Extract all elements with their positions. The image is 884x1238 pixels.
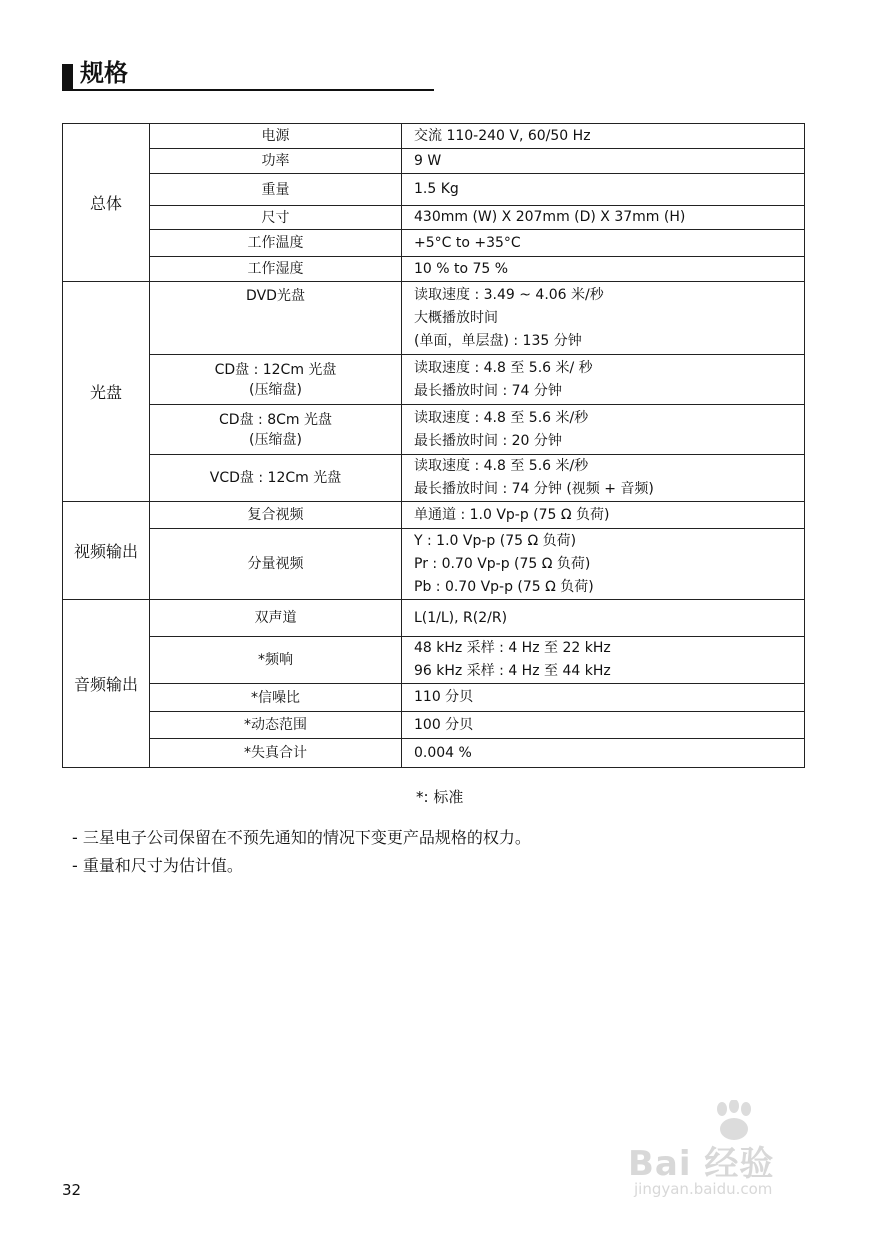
- category-general: 总体: [63, 124, 150, 282]
- value-total-distortion: 0.004 %: [402, 739, 805, 768]
- note-item: - 三星电子公司保留在不预先通知的情况下变更产品规格的权力。: [72, 828, 531, 847]
- item-frequency-response: *频响: [150, 637, 402, 684]
- table-row: [63, 174, 805, 206]
- page-number: 32: [62, 1181, 82, 1199]
- table-row: [63, 149, 805, 174]
- value-dimensions: 430mm (W) X 207mm (D) X 37mm (H): [402, 206, 805, 230]
- value-operating-humidity: 10 % to 75 %: [402, 257, 805, 282]
- table-row: [63, 739, 805, 768]
- value-frequency-response: 48 kHz 采样 : 4 Hz 至 22 kHz 96 kHz 采样 : 4 Hz 至 44 kHz: [402, 637, 805, 684]
- value-vcd-12cm: 读取速度 : 4.8 至 5.6 米/秒 最长播放时间 : 74 分钟 (视频 + 音频): [402, 455, 805, 502]
- value-weight: 1.5 Kg: [402, 174, 805, 206]
- table-row: [63, 355, 805, 405]
- value-component-video: Y : 1.0 Vp-p (75 Ω 负荷) Pr : 0.70 Vp-p (75 Ω 负荷) Pb : 0.70 Vp-p (75 Ω 负荷): [402, 529, 805, 600]
- watermark-url: jingyan.baidu.com: [634, 1180, 773, 1198]
- table-row: [63, 405, 805, 455]
- item-snr: *信噪比: [150, 684, 402, 712]
- value-operating-temperature: +5°C to +35°C: [402, 230, 805, 257]
- title-marker-bar: [62, 64, 73, 89]
- value-stereo: L(1/L), R(2/R): [402, 600, 805, 637]
- item-operating-humidity: 工作湿度: [150, 257, 402, 282]
- table-row: [63, 230, 805, 257]
- value-power-supply: 交流 110-240 V, 60/50 Hz: [402, 124, 805, 149]
- table-row: [63, 455, 805, 502]
- item-stereo: 双声道: [150, 600, 402, 637]
- item-dvd-disc: DVD光盘: [150, 282, 402, 355]
- item-total-distortion: *失真合计: [150, 739, 402, 768]
- item-cd-12cm: CD盘 : 12Cm 光盘 (压缩盘): [150, 355, 402, 405]
- notes-list: [72, 824, 531, 880]
- page-title: 规格: [80, 59, 128, 87]
- item-weight: 重量: [150, 174, 402, 206]
- baidu-watermark: [628, 1100, 828, 1205]
- spec-table: [62, 123, 805, 768]
- table-row: [63, 257, 805, 282]
- item-vcd-12cm: VCD盘 : 12Cm 光盘: [150, 455, 402, 502]
- category-disc: 光盘: [63, 282, 150, 502]
- value-cd-8cm: 读取速度 : 4.8 至 5.6 米/秒 最长播放时间 : 20 分钟: [402, 405, 805, 455]
- footnote-standard: *: 标准: [416, 788, 464, 806]
- table-row: [63, 600, 805, 637]
- item-cd-8cm: CD盘 : 8Cm 光盘 (压缩盘): [150, 405, 402, 455]
- item-composite-video: 复合视频: [150, 502, 402, 529]
- table-row: [63, 637, 805, 684]
- category-audio-output: 音频输出: [63, 600, 150, 768]
- watermark-brand: Bai 经验: [628, 1144, 775, 1184]
- note-item: - 重量和尺寸为估计值。: [72, 856, 243, 875]
- item-component-video: 分量视频: [150, 529, 402, 600]
- table-row: [63, 529, 805, 600]
- item-dynamic-range: *动态范围: [150, 712, 402, 739]
- page-title-block: [62, 58, 434, 92]
- value-dvd-disc: 读取速度 : 3.49 ~ 4.06 米/秒 大概播放时间 (单面，单层盘) : 135 分钟: [402, 282, 805, 355]
- item-operating-temperature: 工作温度: [150, 230, 402, 257]
- value-snr: 110 分贝: [402, 684, 805, 712]
- item-power: 功率: [150, 149, 402, 174]
- item-dimensions: 尺寸: [150, 206, 402, 230]
- category-video-output: 视频输出: [63, 502, 150, 600]
- table-row: [63, 684, 805, 712]
- table-row: [63, 712, 805, 739]
- table-row: [63, 124, 805, 149]
- table-row: [63, 282, 805, 355]
- value-power: 9 W: [402, 149, 805, 174]
- table-row: [63, 206, 805, 230]
- table-row: [63, 502, 805, 529]
- value-cd-12cm: 读取速度 : 4.8 至 5.6 米/ 秒 最长播放时间 : 74 分钟: [402, 355, 805, 405]
- item-power-supply: 电源: [150, 124, 402, 149]
- value-dynamic-range: 100 分贝: [402, 712, 805, 739]
- title-underline: [62, 89, 434, 91]
- value-composite-video: 单通道 : 1.0 Vp-p (75 Ω 负荷): [402, 502, 805, 529]
